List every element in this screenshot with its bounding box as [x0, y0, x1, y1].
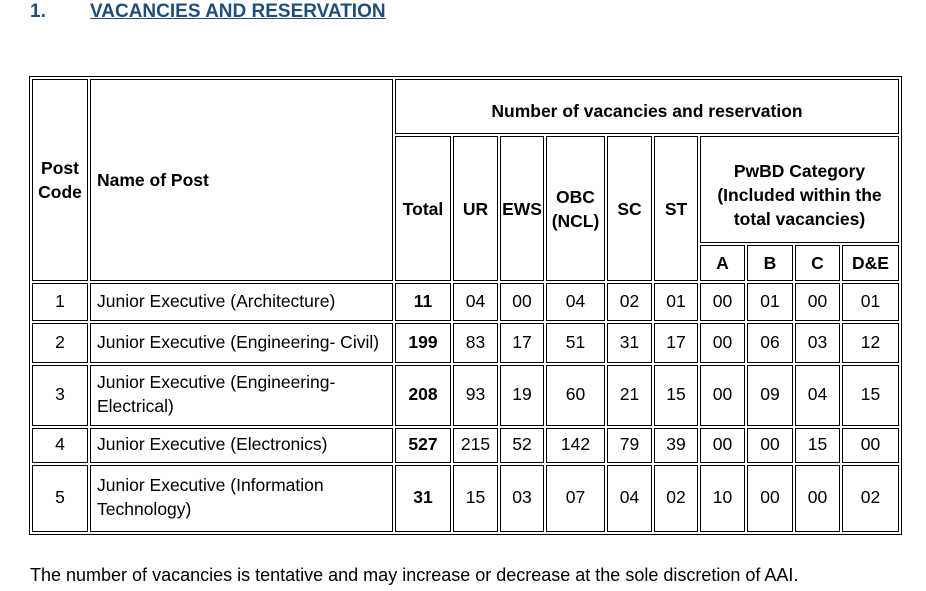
- pwbd-b-cell: 00: [747, 428, 793, 463]
- pwbd-b-cell: 01: [747, 283, 793, 321]
- obc-cell: 60: [546, 365, 605, 426]
- header-pwbd-b: B: [747, 245, 793, 281]
- pwbd-c-cell: 15: [795, 428, 840, 463]
- pwbd-c-cell: 00: [795, 283, 840, 321]
- section-heading: VACANCIES AND RESERVATION: [90, 1, 386, 22]
- total-cell: 11: [395, 283, 451, 321]
- section-number: 1.: [30, 1, 46, 22]
- header-pwbd-category: PwBD Category (Included within the total vacancies): [700, 136, 899, 243]
- total-cell: 31: [395, 465, 451, 532]
- post-name-cell: Junior Executive (Electronics): [90, 428, 393, 463]
- pwbd-de-cell: 12: [842, 323, 899, 363]
- sc-cell: 04: [607, 465, 652, 532]
- total-cell: 199: [395, 323, 451, 363]
- post-name-cell: Junior Executive (Engineering- Electrical): [90, 365, 393, 426]
- sc-cell: 02: [607, 283, 652, 321]
- ur-cell: 04: [453, 283, 498, 321]
- header-sc: SC: [607, 136, 652, 281]
- sc-cell: 31: [607, 323, 652, 363]
- header-post-code: Post Code: [32, 79, 88, 281]
- ews-cell: 52: [500, 428, 544, 463]
- pwbd-b-cell: 06: [747, 323, 793, 363]
- post-code-cell: 1: [32, 283, 88, 321]
- pwbd-a-cell: 00: [700, 323, 745, 363]
- ur-cell: 215: [453, 428, 498, 463]
- pwbd-de-cell: 15: [842, 365, 899, 426]
- post-name-cell: Junior Executive (Engineering- Civil): [90, 323, 393, 363]
- header-st: ST: [654, 136, 698, 281]
- total-cell: 527: [395, 428, 451, 463]
- sc-cell: 79: [607, 428, 652, 463]
- pwbd-c-cell: 03: [795, 323, 840, 363]
- obc-cell: 04: [546, 283, 605, 321]
- st-cell: 01: [654, 283, 698, 321]
- post-code-cell: 2: [32, 323, 88, 363]
- pwbd-c-cell: 04: [795, 365, 840, 426]
- pwbd-c-cell: 00: [795, 465, 840, 532]
- post-name-cell: Junior Executive (Information Technology): [90, 465, 393, 532]
- st-cell: 02: [654, 465, 698, 532]
- obc-cell: 142: [546, 428, 605, 463]
- header-pwbd-c: C: [795, 245, 840, 281]
- header-pwbd-de: D&E: [842, 245, 899, 281]
- pwbd-a-cell: 00: [700, 365, 745, 426]
- ews-cell: 19: [500, 365, 544, 426]
- vacancy-note: The number of vacancies is tentative and may increase or decrease at the sole discretion of AAI.: [30, 565, 799, 585]
- obc-cell: 51: [546, 323, 605, 363]
- header-ur: UR: [453, 136, 498, 281]
- pwbd-a-cell: 00: [700, 428, 745, 463]
- ur-cell: 83: [453, 323, 498, 363]
- pwbd-de-cell: 01: [842, 283, 899, 321]
- post-code-cell: 4: [32, 428, 88, 463]
- pwbd-b-cell: 09: [747, 365, 793, 426]
- vacancy-table: [29, 76, 902, 535]
- pwbd-de-cell: 00: [842, 428, 899, 463]
- post-code-cell: 5: [32, 465, 88, 532]
- ews-cell: 17: [500, 323, 544, 363]
- st-cell: 17: [654, 323, 698, 363]
- header-vacancies-group: Number of vacancies and reservation: [395, 79, 899, 134]
- sc-cell: 21: [607, 365, 652, 426]
- ur-cell: 93: [453, 365, 498, 426]
- st-cell: 39: [654, 428, 698, 463]
- total-cell: 208: [395, 365, 451, 426]
- pwbd-b-cell: 00: [747, 465, 793, 532]
- post-name-cell: Junior Executive (Architecture): [90, 283, 393, 321]
- post-code-cell: 3: [32, 365, 88, 426]
- pwbd-de-cell: 02: [842, 465, 899, 532]
- ews-cell: 03: [500, 465, 544, 532]
- header-total: Total: [395, 136, 451, 281]
- st-cell: 15: [654, 365, 698, 426]
- header-name-of-post: Name of Post: [90, 79, 393, 281]
- pwbd-a-cell: 10: [700, 465, 745, 532]
- ews-cell: 00: [500, 283, 544, 321]
- pwbd-a-cell: 00: [700, 283, 745, 321]
- header-obc-ncl: OBC (NCL): [546, 136, 605, 281]
- obc-cell: 07: [546, 465, 605, 532]
- ur-cell: 15: [453, 465, 498, 532]
- header-ews: EWS: [500, 136, 544, 281]
- header-pwbd-a: A: [700, 245, 745, 281]
